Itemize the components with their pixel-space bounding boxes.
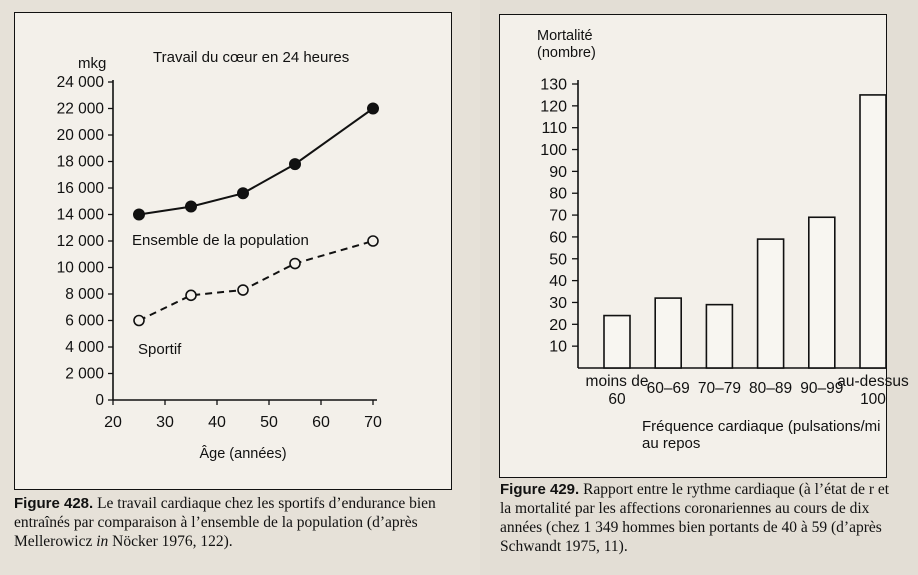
bar: [860, 95, 886, 368]
x-tick-label: 50: [260, 414, 278, 431]
category-label: 100: [860, 391, 886, 408]
bar: [655, 298, 681, 368]
category-label: moins de: [585, 373, 649, 390]
y-tick-label: 20: [549, 316, 567, 334]
figure-429-label: Figure 429.: [500, 481, 580, 498]
series-label: Sportif: [138, 341, 182, 358]
figure-428-in: in: [96, 533, 109, 550]
x-axis-label-line: au repos: [642, 435, 701, 452]
y-tick-label: 60: [549, 229, 567, 247]
figure-429-text: Rapport entre le rythme cardiaque (à l’état de r et la mortalité par les affections coronariennes au cours de dix années (chez 1 349 hommes bien portants de 40 à 59 (d’après Schwandt 1975, 11).: [500, 481, 890, 555]
y-tick-label: 80: [549, 185, 567, 203]
y-axis-label-line: (nombre): [537, 45, 596, 61]
y-tick-label: 110: [541, 120, 567, 138]
category-label: 80–89: [749, 380, 793, 397]
bar: [809, 217, 835, 368]
y-tick-label: 100: [540, 142, 567, 160]
x-tick-label: 60: [312, 414, 330, 431]
y-tick-label: 6 000: [65, 312, 104, 330]
figure-428-caption: [14, 494, 464, 551]
y-tick-label: 24 000: [56, 74, 104, 91]
x-tick-label: 30: [156, 414, 174, 431]
figure-429-caption: [500, 480, 898, 556]
x-axis-label-line: Fréquence cardiaque (pulsations/mi: [642, 418, 881, 435]
category-label: 90–99: [800, 380, 844, 397]
y-tick-label: 130: [540, 76, 567, 94]
y-tick-label: 18 000: [56, 153, 104, 171]
x-axis-label: Âge (années): [199, 446, 287, 462]
chart-title: Travail du cœur en 24 heures: [153, 49, 350, 66]
y-tick-label: 10 000: [56, 259, 104, 277]
y-tick-label: 8 000: [65, 286, 104, 303]
y-tick-label: 0: [95, 392, 104, 409]
category-label: 60–69: [646, 380, 690, 397]
y-tick-label: 90: [549, 163, 567, 181]
y-tick-label: 14 000: [56, 206, 104, 224]
category-label: 70–79: [697, 380, 741, 397]
y-tick-label: 4 000: [65, 339, 104, 356]
bar: [758, 239, 784, 368]
figure-428-text-end: Nöcker 1976, 122).: [108, 533, 233, 550]
y-axis-label-line: Mortalité: [537, 28, 593, 44]
y-tick-label: 2 000: [65, 365, 104, 383]
y-tick-label: 40: [549, 273, 567, 291]
y-tick-label: 22 000: [56, 100, 104, 118]
category-label: au-dessus: [837, 373, 909, 390]
x-tick-label: 70: [364, 414, 382, 431]
bar: [706, 305, 732, 368]
y-tick-label: 16 000: [56, 180, 104, 197]
y-tick-label: 20 000: [56, 127, 104, 144]
y-tick-label: 50: [549, 251, 567, 269]
x-tick-label: 40: [208, 414, 226, 431]
figure-428-text: Le travail cardiaque chez les sportifs d’endurance bien entraînés par comparaison à l’ensemble de la population (d’après Mellerowicz: [14, 495, 436, 550]
figure-428-label: Figure 428.: [14, 495, 94, 512]
x-tick-label: 20: [104, 414, 122, 431]
y-axis-label: mkg: [78, 55, 107, 72]
y-tick-label: 10: [549, 338, 567, 356]
y-tick-label: 12 000: [56, 233, 104, 250]
y-tick-label: 70: [549, 207, 567, 225]
series-label: Ensemble de la population: [132, 232, 309, 249]
category-label: 60: [608, 391, 626, 408]
y-tick-label: 30: [549, 294, 567, 312]
bar: [604, 316, 630, 368]
y-tick-label: 120: [540, 98, 567, 116]
